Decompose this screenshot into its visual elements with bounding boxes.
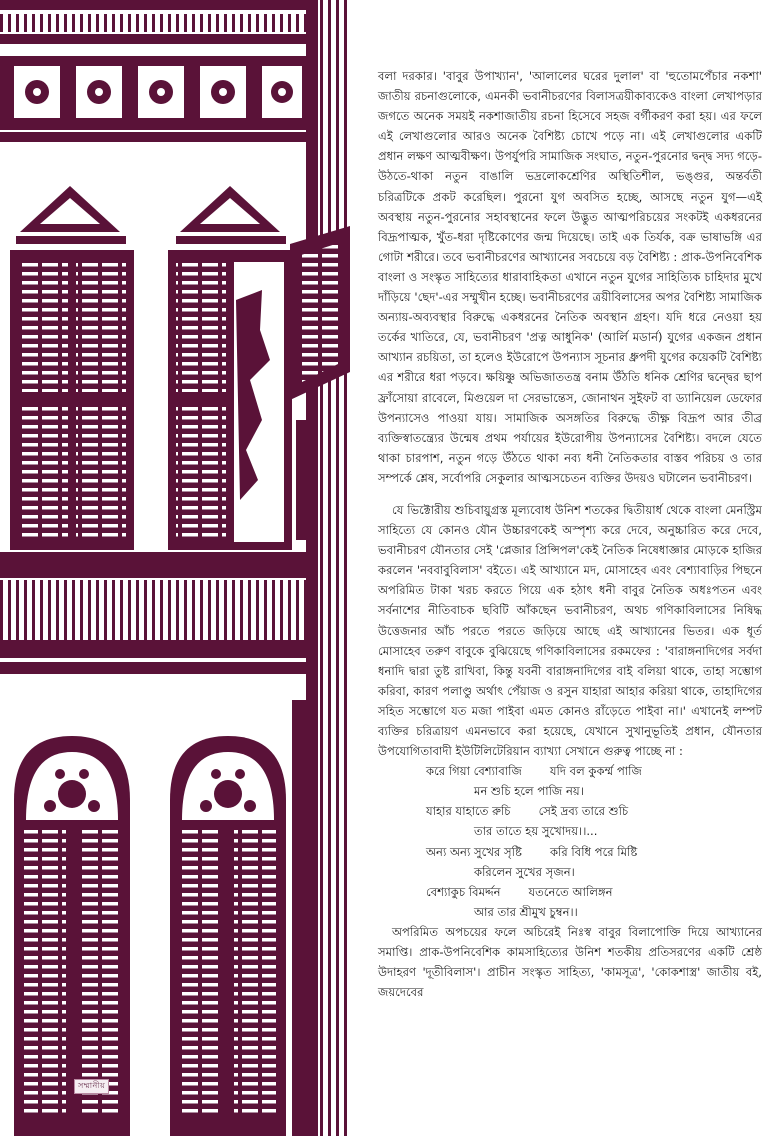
- watermark-stamp: সম্মানীয়: [74, 1079, 109, 1094]
- verse-line: তার তাতে হয় সুখোদয়।।...: [474, 824, 598, 839]
- verse-line: করিলেন সুখের সৃজন।: [474, 864, 575, 879]
- verse-block: [378, 761, 762, 922]
- paragraph-2: যে ভিক্টোরীয় শুচিবায়ুগ্রস্ত মূল্যবোধ উনিশ শতকের দ্বিতীয়ার্ধ থেকে বাংলা মেনস্ট্রিম সাহিত্যে যে কোনও যৌন উচ্চারণকেই অস্পৃশ্য করে দেবে, অনুচ্চারিত করে দেবে, ভবানীচরণ যৌনতার সেই 'প্লেজার প্রিন্সিপল'কেই নৈতিক নিষেধাজ্ঞার মোড়কে হাজির করলেন 'নববাবুবিলাস' বইতে। এই আখ্যানে মদ, মোসাহেব এবং বেশ্যাবাড়ির পিছনে অপরিমিত টাকা খরচ করতে গিয়ে এক হঠাৎ ধনী বাবুর নৈতিক অধঃপতন এবং সর্বনাশের নীতিবাচক ছবিটি আঁকছেন ভবানীচরণ, অথচ গণিকাবিলাসের নিষিদ্ধ উত্তেজনার আঁচ পরতে পরতে জড়িয়ে আছে এই আখ্যানের ভিতর। এক ধূর্ত মোসাহেব তরুণ বাবুকে বুঝিয়েছে গণিকাবিলাসের রকমফের : 'বারাঙ্গনাদিগের সর্বদা ধনাদি দ্বারা তুষ্ট রাখিবা, কিন্তু যবনী বারাঙ্গনাদিগের বাই বলিয়া থাকে, তাহা সম্ভোগ করিবা, কারণ পলাণ্ডু অর্থাৎ পেঁয়াজ ও রসুন যাহারা আহার করিয়া থাকে, তাহাদিগের সহিত সম্ভোগে যত মজা পাইবা এমত কোনও রাঁড়েতে পাইবা না।' এখানেই লম্পট ব্যক্তির চরিত্রায়ণ এমনভাবে করা হয়েছে, যেখানে সুখানুভূতিই প্রধান, যৌনতার উপযোগিতাবাদী ইউটিলিটেরিয়ান ব্যাখ্যা সেখানে গুরুত্ব পাচ্ছে না :: [378, 502, 762, 759]
- verse-line: যাহার যাহাতে রুচি সেই দ্রব্য তারে শুচি: [426, 804, 629, 819]
- paragraph-3: অপরিমিত অপচয়ের ফলে অচিরেই নিঃস্ব বাবুর বিলাপোক্তি দিয়ে আখ্যানের সমাপ্তি। প্রাক-উপনিবেশিক কামসাহিত্যের উনিশ শতকীয় প্রতিসরণের একটি শ্রেষ্ঠ উদাহরণ 'দূতীবিলাস'। প্রাচীন সংস্কৃত সাহিত্য, 'কামসূত্র', 'কোকশাস্ত্র' জাতীয় বই, জয়দেবের: [378, 924, 762, 1000]
- verse-line: বেশ্যাকুচ বিমর্দ্দন যতনেতে আলিঙ্গন: [426, 884, 613, 899]
- article-body: [378, 66, 762, 1002]
- verse-line: মন শুচি হলে পাজি নয়।: [474, 784, 584, 799]
- building-illustration: [0, 0, 352, 1136]
- colonial-building-woodcut-icon: [0, 0, 352, 1136]
- verse-line: করে গিয়া বেশ্যাবাজি যদি বল কুকর্ম্ম পাজি: [426, 764, 642, 779]
- verse-line: আর তার শ্রীমুখ চুম্বন।।: [474, 904, 578, 919]
- verse-line: অন্য অন্য সুখের সৃষ্টি করি বিধি পরে মিষ্টি: [426, 844, 638, 859]
- paragraph-1: বলা দরকার। 'বাবুর উপাখ্যান', 'আলালের ঘরের দুলাল' বা 'হুতোমপেঁচার নকশা' জাতীয় রচনাগুলোকে, এমনকী ভবানীচরণের বিলাসত্রয়ীকাব্যকেও বাংলা লেখাপড়ার জগতে অনেক সময়ই নকশাজাতীয় রচনা হিসেবে সহজ বর্গীকরণ করা হয়। এর ফলে এই লেখাগুলোর আরও অনেক বৈশিষ্ট্য চোখে পড়ে না। এই লেখাগুলোর একটি প্রধান লক্ষণ আত্মবীক্ষণ। উপর্যুপরি সামাজিক সংঘাত, নতুন-পুরনোর দ্বন্দ্ব সদ্য গড়ে-উঠতে-থাকা নতুন বাঙালি ভদ্রলোকশ্রেণির অস্থিতিশীল, ভঙ্গুর, অন্তর্বতী চরিত্রটিকে প্রকট করেছিল। পুরনো যুগ অবসিত হচ্ছে, আসছে নতুন যুগ—এই অবস্থায় নতুন-পুরনোর সহাবস্থানের ফলে উদ্ভুত আত্মপরিচয়ের সংকটই একধরনের বিদ্রূপাত্মক, খুঁত-ধরা দৃষ্টিকোণের জন্ম দিয়েছে। তাই এক তির্যক, বক্র ভাষাভঙ্গি এর গোটা শরীরে। তবে ভবানীচরণের আখ্যানের সবচেয়ে বড় বৈশিষ্ট্য : প্রাক-উপনিবেশিক বাংলা ও সংস্কৃত সাহিত্যের ধারাবাহিকতা এখানে নতুন যুগের সাহিত্যিক চাহিদার মুখে দাঁড়িয়ে 'ছেদ'-এর সম্মুখীন হচ্ছে। ভবানীচরণের ত্রয়ীবিলাসের অপর বৈশিষ্ট্য সামাজিক অন্যায়-অব্যবস্থার বিরুদ্ধে একধরনের নৈতিক অবস্থান গ্রহণ। যদি ধরে নেওয়া হয় তর্কের খাতিরে, যে, ভবানীচরণ 'প্রত্ন আধুনিক' (আর্লি মডার্ন) যুগের একজন প্রধান আখ্যান রচয়িতা, তা হলেও ইউরোপে উপন্যাস সূচনার ধ্রুপদী যুগের কয়েকটি বৈশিষ্ট্য এর শরীরে ধরা পড়বে। ক্ষয়িষ্ণু অভিজাততন্ত্র বনাম উঁঠতি ধনিক শ্রেণির দ্বন্দ্বের ছাপ ফ্রাঁসোয়া রাবেলে, মিগুয়েল দা সেরভান্তেস, জোনাথন সুইফট বা ড্যানিয়েল ডেফোর উপন্যাসেও পাওয়া যায়। সামাজিক অসঙ্গতির বিরুদ্ধে তীক্ষ্ণ বিদ্রূপ আর তীব্র ব্যক্তিস্বাতন্ত্র্যের উন্মেষ প্রথম পর্যায়ের ইউরোপীয় উপন্যাসের বৈশিষ্ট্য। বদলে যেতে থাকা চারপাশ, নতুন গড়ে উঁঠতে থাকা নব্য ধনী নৈতিকতার বাস্তব পরিচয় ও তার সম্পর্কে শ্লেষ, সর্বোপরি সেকুলার আত্মসচেতন ব্যক্তির উদয়ও ঘটালেন ভবানীচরণ।: [378, 69, 762, 485]
